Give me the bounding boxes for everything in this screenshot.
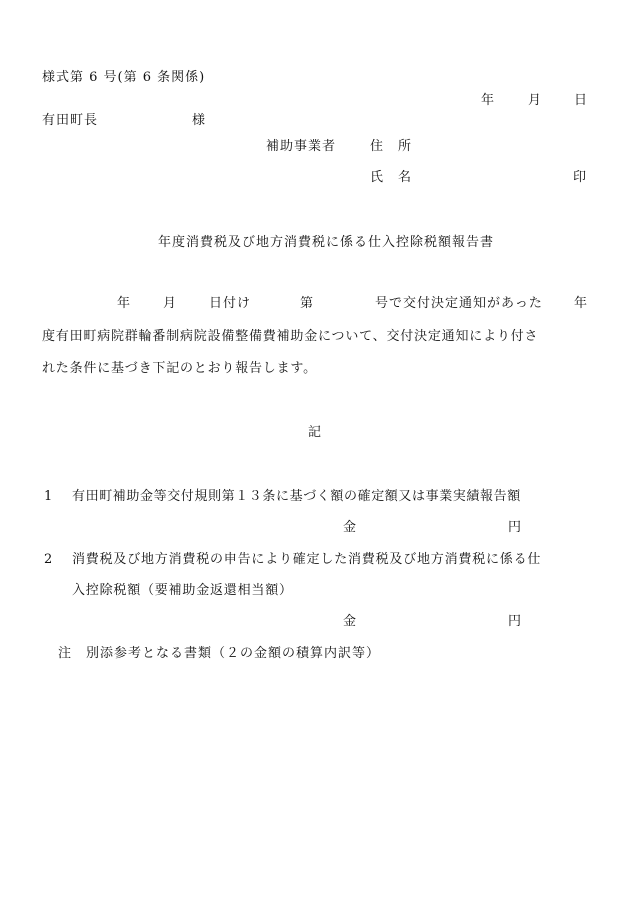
date-day-label: 日 [574, 93, 589, 108]
recipient-name: 有田町長 [42, 113, 99, 128]
document-title: 年度消費税及び地方消費税に係る仕入控除税額報告書 [158, 235, 495, 250]
item-2-number: 2 [44, 552, 54, 567]
item-2-text: 消費税及び地方消費税の申告により確定した消費税及び地方消費税に係る仕 [72, 552, 542, 567]
notice-dated-label: 日付け [209, 296, 252, 311]
body-line-3: れた条件に基づき下記のとおり報告します。 [42, 361, 317, 376]
applicant-name-label: 氏 名 [370, 170, 413, 185]
notice-year-label: 年 [117, 296, 132, 311]
date-month-label: 月 [528, 93, 543, 108]
item-1-amount-prefix: 金 [343, 520, 358, 535]
item-2-text-continued: 入控除税額（要補助金返還相当額） [72, 583, 293, 598]
notice-number-suffix: 号で交付決定通知があった [375, 296, 543, 311]
date-year-label: 年 [481, 93, 496, 108]
item-1-number: 1 [44, 489, 54, 504]
seal-mark: 印 [573, 170, 588, 185]
item-1-amount-suffix: 円 [508, 520, 523, 535]
fiscal-year-label: 年 [574, 296, 589, 311]
form-number: 様式第 6 号(第 6 条関係) [42, 70, 206, 85]
recipient-honorific: 様 [192, 113, 207, 128]
item-2-amount-suffix: 円 [508, 614, 523, 629]
notice-number-prefix: 第 [300, 296, 315, 311]
body-line-2: 度有田町病院群輪番制病院設備整備費補助金について、交付決定通知により付さ [42, 329, 539, 344]
item-2-amount-prefix: 金 [343, 614, 358, 629]
item-1-text: 有田町補助金等交付規則第１３条に基づく額の確定額又は事業実績報告額 [72, 489, 521, 504]
ki-heading: 記 [308, 425, 323, 440]
notice-month-label: 月 [163, 296, 178, 311]
applicant-label: 補助事業者 [266, 139, 337, 154]
applicant-address-label: 住 所 [370, 139, 413, 154]
note-line: 注 別添参考となる書類（２の金額の積算内訳等） [58, 646, 381, 661]
